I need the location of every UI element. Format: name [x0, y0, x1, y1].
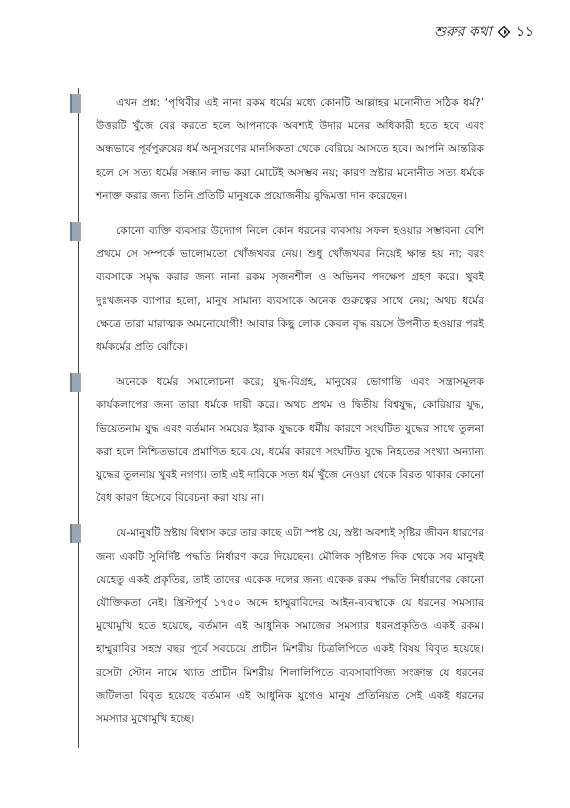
paragraph-4 [96, 522, 484, 731]
paragraph-text: অনেকে ধর্মের সমালোচনা করে; যুদ্ধ-বিগ্রহ, মানুষের ভোগান্তি এবং সন্ত্রাসমূলক কার্যকলাপের জন্য তারা ধর্মকে দায়ী করে। অথচ প্রথম ও দ্বিতীয় বিশ্বযুদ্ধ, কোরিয়ার যুদ্ধ, ভিয়েতনাম যুদ্ধ এবং বর্তমান সময়ের ইরাক যুদ্ধকে ধর্মীয় কারণে সংঘটিত যুদ্ধের সাথে তুলনা করা হলে নিশ্চিতভাবে প্রমাণিত হবে যে, ধর্মের কারণে সংঘটিত যুদ্ধে নিহতের সংখ্যা অন্যান্য যুদ্ধের তুলনায় খুবই নগণ্য। তাই এই দাবিকে সত্য ধর্ম খুঁজে নেওয়া থেকে বিরত থাকার কোনো বৈধ কারণ হিসেবে বিবেচনা করা যায় না। [96, 376, 484, 505]
left-frame-rule [78, 88, 79, 748]
paragraph-2 [96, 220, 484, 359]
header-title: শুরুর কথা [433, 24, 492, 40]
paragraph-3 [96, 371, 484, 510]
page-body [96, 92, 484, 743]
paragraph-text: যে-মানুষটি স্রষ্টায় বিশ্বাস করে তার কাছে এটা স্পষ্ট যে, স্রষ্টা অবশ্যই সৃষ্টির জীবন ধারণের জন্য একটি সুনির্দিষ্ট পদ্ধতি নির্ধারণ করে দিয়েছেন। মৌলিক সৃষ্টিগত দিক থেকে সব মানুষই যেহেতু একই প্রকৃতির, তাই তাদের একেক দলের জন্য একেক রকম পদ্ধতি নির্ধারণের কোনো যৌক্তিকতা নেই। খ্রিস্টপূর্ব ১৭৫০ অব্দে হাম্মুরাবিদের আইন-ব্যবস্থাকে যে ধরনের সমস্যার মুখোমুখি হতে হয়েছে, বর্তমান এই আধুনিক সমাজের সমস্যার ধরনপ্রকৃতিও একই রকম। হাম্মুরাবির সহস্র বছর পূর্বে সবচেয়ে প্রাচীন মিশরীয় চিত্রলিপিতে একই বিষয় বিবৃত হয়েছে। রসেটা স্টোন নামে খ্যাত প্রাচীন মিশরীয় শিলালিপিতে ব্যবসাবাণিজ্য সংক্রান্ত যে ধরনের জটিলতা বিবৃত হয়েছে বর্তমান এই আধুনিক যুগেও মানুষ প্রতিনিয়ত সেই একই ধরনের সমস্যার মুখোমুখি হচ্ছে। [96, 527, 484, 726]
paragraph-marker [70, 94, 81, 113]
page-number: ১১ [515, 24, 534, 40]
paragraph-text: কোনো ব্যক্তি ব্যবসার উদ্যোগ নিলে কোন ধরনের ব্যবসায় সফল হওয়ার সম্ভাবনা বেশি প্রথমে সে সম্পর্কে ভালোমতো খোঁজখবর নেয়। শুধু খোঁজখবর নিয়েই ক্ষান্ত হয় না; বরং ব্যবসাকে সমৃদ্ধ করার জন্য নানা রকম সৃজনশীল ও অভিনব পদক্ষেপ গ্রহণ করে। খুবই দুঃখজনক ব্যাপার হলো, মানুষ সামান্য ব্যবসাকে অনেক গুরুত্বের সাথে নেয়; অথচ ধর্মের ক্ষেত্রে তারা মারাত্মক অমনোযোগী! আবার কিছু লোক কেবল বৃদ্ধ বয়সে উপনীত হওয়ার পরই ধর্মকর্মের প্রতি ঝোঁকে। [96, 225, 484, 354]
paragraph-text: এখন প্রশ্ন: ‘পৃথিবীর এই নানা রকম ধর্মের মধ্যে কোনটি আল্লাহর মনোনীত সঠিক ধর্ম?’ উত্তরটি খুঁজে বের করতে হলে আপনাকে অবশ্যই উদার মনের অধিকারী হতে হবে এবং অন্ধভাবে পূর্বপুরুষের ধর্ম অনুসরণের মানসিকতা থেকে বেরিয়ে আসতে হবে। আপনি আন্তরিক হলে সে সত্য ধর্মের সন্ধান লাভ করা মোটেই অসম্ভব নয়; কারণ স্রষ্টার মনোনীত সত্য ধর্মকে শনাক্ত করার জন্য তিনি প্রতিটি মানুষকে প্রয়োজনীয় বুদ্ধিমত্তা দান করেছেন। [96, 97, 484, 202]
running-header [434, 20, 534, 44]
paragraph-marker [70, 524, 81, 543]
paragraph-1 [96, 92, 484, 208]
paragraph-marker [70, 222, 81, 241]
paragraph-marker [70, 373, 81, 392]
diamond-icon [498, 26, 510, 38]
